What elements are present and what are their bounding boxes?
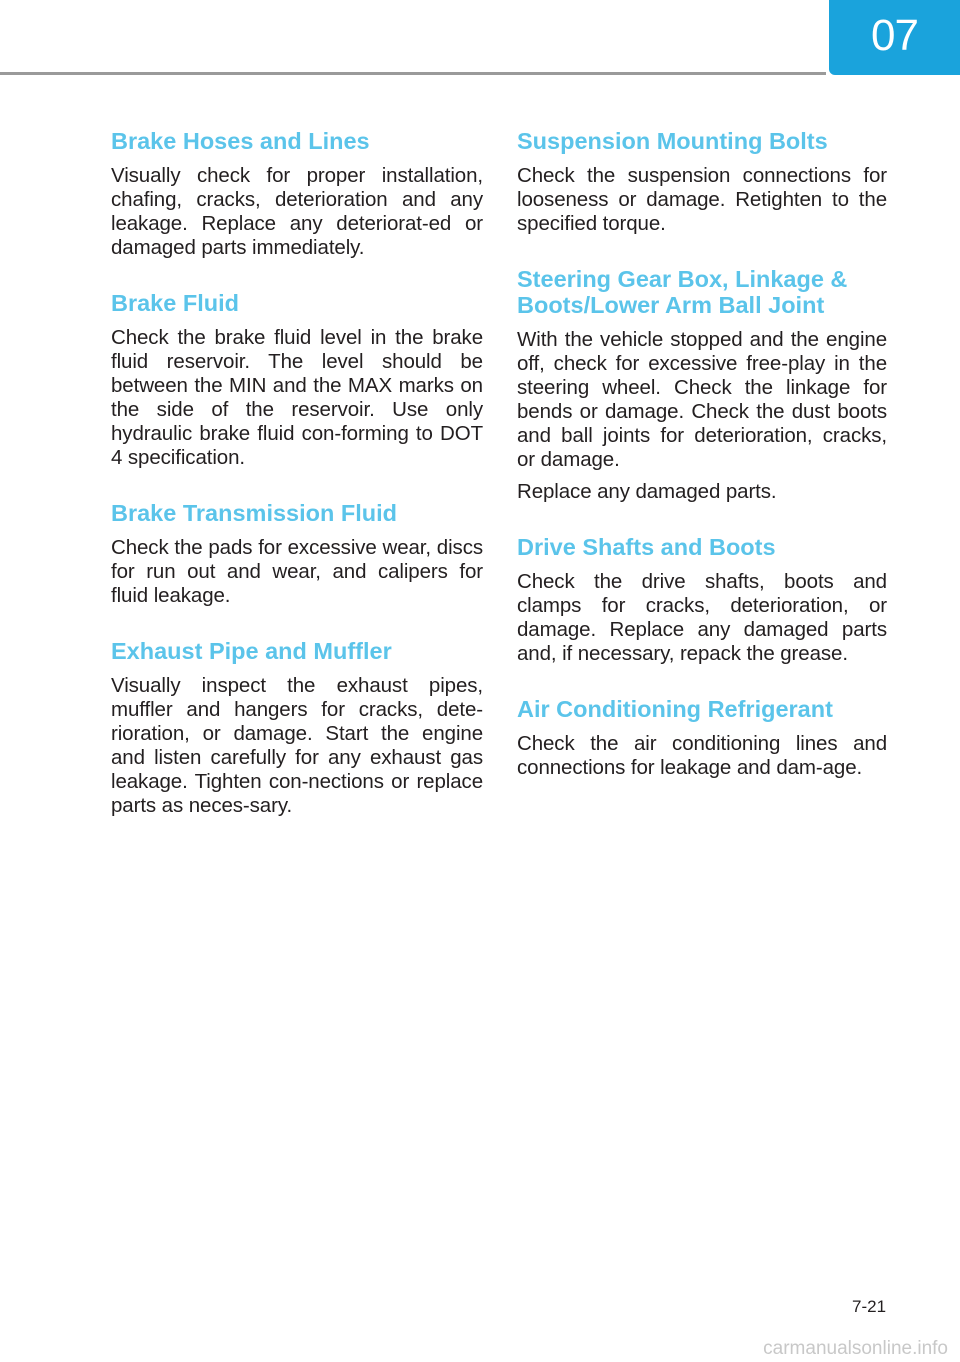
left-column xyxy=(111,128,483,848)
section-brake-transmission-fluid xyxy=(111,500,483,608)
section-heading: Suspension Mounting Bolts xyxy=(517,128,828,154)
section-paragraph: Check the suspension connections for looseness or damage. Retighten to the specified torque. xyxy=(517,164,887,235)
section-heading: Brake Hoses and Lines xyxy=(111,128,370,154)
section-heading: Brake Fluid xyxy=(111,290,239,316)
section-heading: Steering Gear Box, Linkage & Boots/Lower Arm Ball Joint xyxy=(517,266,848,318)
section-paragraph: Check the drive shafts, boots and clamps for cracks, deterioration, or damage. Replace any damaged parts and, if necessary, repack the grease. xyxy=(517,570,887,665)
section-paragraph: Check the air conditioning lines and connections for leakage and dam-age. xyxy=(517,732,887,779)
section-paragraph: Visually inspect the exhaust pipes, muffler and hangers for cracks, dete-rioration, or damage. Start the engine and listen carefully for any exhaust gas leakage. Tighten con-nections or replace parts as neces-sary. xyxy=(111,674,483,817)
page-number: 7-21 xyxy=(852,1297,887,1316)
section-paragraph: Check the brake fluid level in the brake fluid reservoir. The level should be between the MIN and the MAX marks on the side of the reservoir. Use only hydraulic brake fluid con-forming to DOT 4 specification. xyxy=(111,326,483,469)
section-paragraph: Check the pads for excessive wear, discs for run out and wear, and calipers for fluid leakage. xyxy=(111,536,483,607)
section-heading: Air Conditioning Refrigerant xyxy=(517,696,833,722)
right-column xyxy=(517,128,887,810)
section-air-conditioning xyxy=(517,696,887,780)
chapter-tab xyxy=(829,0,960,75)
header-rule xyxy=(0,72,826,75)
section-paragraph: Replace any damaged parts. xyxy=(517,480,777,503)
watermark[interactable]: carmanualsonline.info xyxy=(763,1338,948,1359)
section-drive-shafts xyxy=(517,534,887,666)
section-suspension-bolts xyxy=(517,128,887,236)
section-heading: Exhaust Pipe and Muffler xyxy=(111,638,392,664)
section-exhaust-pipe xyxy=(111,638,483,818)
section-brake-fluid xyxy=(111,290,483,470)
section-paragraph: With the vehicle stopped and the engine off, check for excessive free-play in the steering wheel. Check the linkage for bends or damage. Check the dust boots and ball joints for deterioration, cracks, or damage. xyxy=(517,328,887,471)
section-brake-hoses xyxy=(111,128,483,260)
section-heading: Drive Shafts and Boots xyxy=(517,534,776,560)
section-paragraph: Visually check for proper installation, chafing, cracks, deterioration and any leakage. Replace any deteriorat-ed or damaged parts immediately. xyxy=(111,164,483,259)
chapter-number: 07 xyxy=(871,10,918,60)
section-steering-gear xyxy=(517,266,887,504)
section-heading: Brake Transmission Fluid xyxy=(111,500,398,526)
